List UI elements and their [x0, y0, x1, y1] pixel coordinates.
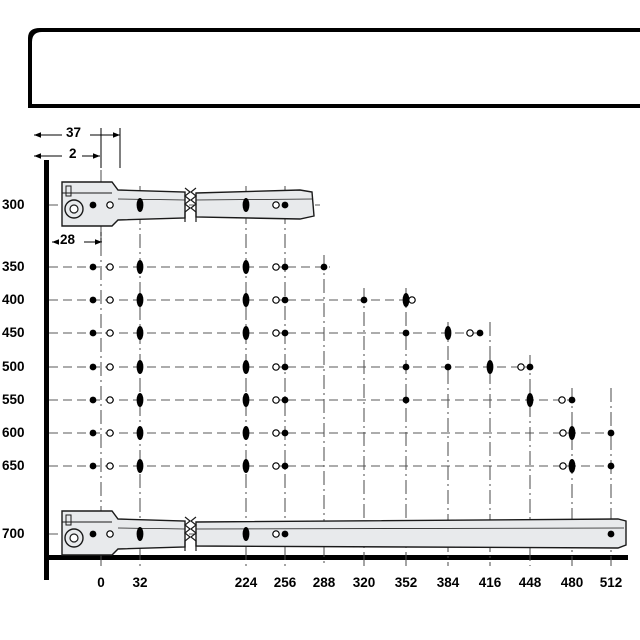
runner-rail-bottom	[62, 511, 626, 555]
dimension-label-2: 2	[69, 146, 77, 161]
column-label-384: 384	[436, 575, 460, 590]
row-label-700: 700	[2, 526, 25, 541]
column-guidelines	[101, 170, 611, 566]
column-label-512: 512	[599, 575, 623, 590]
row-label-650: 650	[2, 458, 25, 473]
row-label-600: 600	[2, 425, 25, 440]
vertical-axis	[44, 160, 628, 580]
row-label-500: 500	[2, 359, 25, 374]
row-label-400: 400	[2, 292, 25, 307]
cabinet-panel-outline	[28, 28, 640, 108]
column-label-320: 320	[352, 575, 376, 590]
column-label-448: 448	[518, 575, 542, 590]
row-guidelines	[49, 205, 620, 534]
column-label-288: 288	[312, 575, 336, 590]
column-label-0: 0	[97, 575, 105, 590]
column-label-416: 416	[478, 575, 502, 590]
row-label-300: 300	[2, 197, 25, 212]
hole-markers	[90, 198, 615, 541]
dimension-label-28: 28	[60, 232, 76, 247]
column-label-224: 224	[234, 575, 258, 590]
row-label-350: 350	[2, 259, 25, 274]
column-label-480: 480	[560, 575, 584, 590]
column-label-256: 256	[273, 575, 297, 590]
row-label-550: 550	[2, 392, 25, 407]
column-label-352: 352	[394, 575, 418, 590]
dimension-label-37: 37	[66, 125, 82, 140]
row-label-450: 450	[2, 325, 25, 340]
column-label-32: 32	[132, 575, 148, 590]
